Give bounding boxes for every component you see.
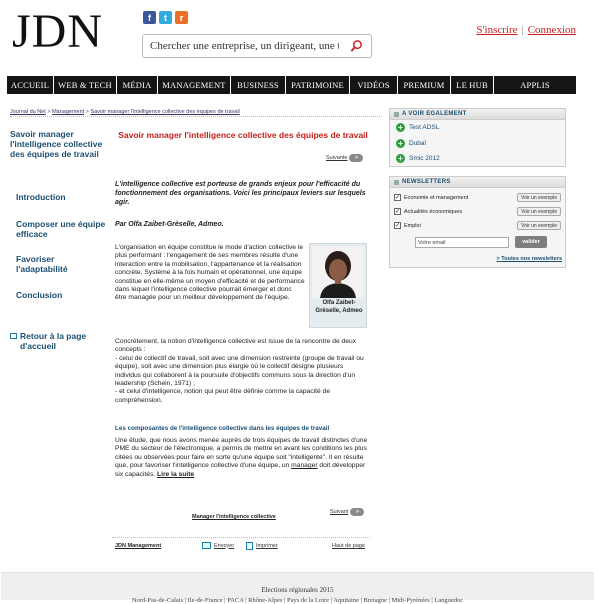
- breadcrumb-divider: [10, 116, 382, 117]
- breadcrumb-sep-2: >: [85, 109, 89, 115]
- see-also-item[interactable]: [396, 139, 426, 148]
- newsletters-header: [390, 177, 565, 188]
- see-also-label: Test ADSL: [409, 124, 440, 131]
- footer-title[interactable]: Elections régionales 2015: [261, 586, 334, 594]
- header-square-icon: [394, 180, 399, 185]
- nav-item-videos[interactable]: VIDÉOS: [350, 76, 397, 94]
- article-paragraph-2: Concrètement, la notion d'intelligence collective est issue de la rencontre de deux concepts : - celui de collectif de travail, soit avec une dimension restreinte (groupe de travail ou équipe), soit avec une dimension plus élargie où le collectif désigne plusieurs individus qui collaborent à la poursuite d'objectifs communs sous la direction d'un leadership (Schein, 1971) ; - et celui d'intelligence, notion qui peut être définie comme la capacité de compréhension.: [115, 338, 364, 404]
- next-arrow-icon-bottom: »: [350, 508, 364, 516]
- jdn-logo[interactable]: JDN: [12, 5, 104, 58]
- twitter-icon[interactable]: t: [159, 11, 172, 24]
- next-page-link-bottom[interactable]: [330, 508, 364, 516]
- jdn-management-link[interactable]: JDN Management: [115, 543, 162, 549]
- see-also-box: [389, 108, 566, 167]
- sidebar-item-conclusion[interactable]: Conclusion: [16, 290, 63, 300]
- nav-item-applis[interactable]: APPLIS: [494, 76, 576, 94]
- newsletters-heading: NEWSLETTERS: [402, 179, 451, 185]
- sidebar-item-composer[interactable]: Composer une équipe efficace: [16, 219, 106, 239]
- breadcrumb-sep: >: [47, 109, 51, 115]
- newsletter-label: Emploi: [404, 222, 421, 229]
- search-box: [142, 34, 372, 58]
- example-button[interactable]: Voir un exemple: [517, 193, 561, 202]
- article-paragraph-1: L'organisation en équipe constitue le mode d'action collective le plus performant : l'engagement de ses membres résulte d'une interaction entre la mobilisation, l'appartenance et la réalisation concrète. Système à la fois humain et opérationnel, une équipe constitue en elle-même un moyen d'efficacité et de performance dans lequel l'intelligence collective pourrait émerger et donc être managée pour un meilleur développement de l'équipe.: [115, 244, 305, 302]
- login-link[interactable]: Connexion: [527, 24, 576, 36]
- para3-text-b: doit développer six capacités.: [115, 462, 366, 478]
- search-input[interactable]: [143, 35, 339, 57]
- envelope-icon: [202, 542, 211, 549]
- auth-links: [476, 24, 576, 36]
- printer-icon: [246, 542, 253, 550]
- nav-item-web-tech[interactable]: WEB & TECH: [54, 76, 116, 94]
- main-nav: [7, 76, 576, 94]
- sidebar-back-label: Retour à la page d'accueil: [20, 331, 87, 351]
- newsletter-submit-button[interactable]: valider: [515, 236, 547, 248]
- back-to-top-link[interactable]: Haut de page: [332, 543, 366, 549]
- bottom-next-article-link[interactable]: Manager l'intelligence collective: [192, 514, 276, 520]
- nav-item-business[interactable]: BUSINESS: [231, 76, 285, 94]
- newsletter-row: [394, 222, 561, 229]
- breadcrumb: [10, 109, 240, 115]
- page-footer: [1, 572, 594, 604]
- newsletter-checkbox[interactable]: ✓: [394, 222, 401, 229]
- auth-separator: |: [521, 24, 524, 36]
- article-footer-divider: [112, 537, 370, 538]
- all-newsletters-link[interactable]: [497, 256, 562, 262]
- nav-item-management[interactable]: MANAGEMENT: [158, 76, 230, 94]
- home-page-icon: [10, 333, 17, 339]
- see-also-heading: A VOIR EGALEMENT: [402, 111, 467, 117]
- all-newsletters-label: Toutes nos newsletters: [501, 256, 562, 262]
- plus-icon: +: [396, 139, 405, 148]
- example-button[interactable]: Voir un exemple: [517, 207, 561, 216]
- newsletter-label: Economie et management: [404, 194, 469, 201]
- article-paragraph-3: [115, 437, 371, 479]
- send-link[interactable]: [202, 542, 234, 549]
- next-page-link[interactable]: [326, 154, 363, 162]
- next-page-label: Suivante: [326, 155, 348, 161]
- newsletter-row: [394, 194, 561, 201]
- send-label: Envoyer: [214, 542, 235, 549]
- print-label: Imprimer: [256, 543, 278, 549]
- article-subhead: Les composantes de l'intelligence collective dans les équipes de travail: [115, 425, 330, 432]
- read-more-link[interactable]: Lire la suite: [157, 470, 195, 478]
- next-arrow-icon: »: [349, 154, 363, 162]
- print-link[interactable]: [246, 542, 278, 550]
- newsletter-checkbox[interactable]: ✓: [394, 208, 401, 215]
- sidebar-title[interactable]: Savoir manager l'intelligence collective des équipes de travail: [10, 129, 103, 159]
- breadcrumb-home[interactable]: Journal du Net: [10, 109, 46, 115]
- next-bottom-label: Suivant: [330, 509, 349, 515]
- nav-item-le-hub[interactable]: LE HUB: [451, 76, 493, 94]
- newsletters-box: [389, 176, 566, 268]
- rss-icon[interactable]: r: [175, 11, 188, 24]
- nav-item-accueil[interactable]: ACCUEIL: [7, 76, 53, 94]
- search-icon[interactable]: [350, 39, 363, 53]
- breadcrumb-current[interactable]: Savoir manager l'intelligence collective des équipes de travail: [90, 109, 240, 115]
- plus-icon: +: [396, 123, 405, 132]
- breadcrumb-section[interactable]: Management: [52, 109, 85, 115]
- plus-icon: +: [396, 154, 405, 163]
- sidebar-back-home[interactable]: [10, 331, 100, 351]
- nav-item-media[interactable]: MÉDIA: [117, 76, 157, 94]
- author-photo: [312, 246, 364, 298]
- article-title: Savoir manager l'intelligence collective des équipes de travail: [118, 130, 368, 140]
- article-lead: L'intelligence collective est porteuse de grands enjeux pour l'efficacité du fonctionnement des organisations. Voici les principaux leviers sur lesquels agir.: [115, 181, 366, 206]
- newsletter-row: [394, 208, 561, 215]
- article-byline: Par Olfa Zaibet-Grèselle, Admeo.: [115, 221, 224, 228]
- footer-regions[interactable]: Nord-Pas-de-Calais | Ile-de-France | PACA | Rhône-Alpes | Pays de la Loire | Aquitaine | Bretagne | Midi-Pyrénées | Languedoc: [131, 597, 464, 604]
- social-links: [143, 11, 188, 24]
- example-button[interactable]: Voir un exemple: [517, 221, 561, 230]
- nav-item-patrimoine[interactable]: PATRIMOINE: [286, 76, 349, 94]
- see-also-item[interactable]: [396, 123, 439, 132]
- sidebar-item-adaptabilite[interactable]: Favoriser l'adaptabilité: [16, 254, 68, 274]
- para3-text-a: Une étude, que nous avons menée auprès de trois équipes de travail distinctes d'une PME du secteur de l'électronique, a permis de mettre en avant les conditions les plus citées ou observées pour faire en sorte qu'une équipe soit "intelligente". Il en résulte que, pour favoriser l'intelligence collective d'une équipe, un: [115, 437, 368, 470]
- see-also-header: [390, 109, 565, 120]
- signup-link[interactable]: S'inscrire: [476, 24, 518, 36]
- see-also-label: Smic 2012: [409, 155, 440, 162]
- author-photo-box: [309, 243, 367, 328]
- nav-item-premium[interactable]: PREMIUM: [398, 76, 450, 94]
- author-photo-caption: Olfa Zaibet-Grèselle, Admeo: [315, 300, 363, 314]
- manager-link[interactable]: manager: [291, 462, 318, 470]
- sidebar-item-introduction[interactable]: Introduction: [16, 192, 66, 202]
- see-also-label: Dubaï: [409, 140, 427, 147]
- header-square-icon: [394, 112, 399, 117]
- facebook-icon[interactable]: f: [143, 11, 156, 24]
- see-also-item[interactable]: [396, 154, 440, 163]
- newsletter-checkbox[interactable]: ✓: [394, 194, 401, 201]
- newsletter-email-input[interactable]: [415, 237, 509, 248]
- newsletter-label: Actualités économiques: [404, 208, 463, 215]
- all-newsletters-prefix: >: [496, 256, 500, 262]
